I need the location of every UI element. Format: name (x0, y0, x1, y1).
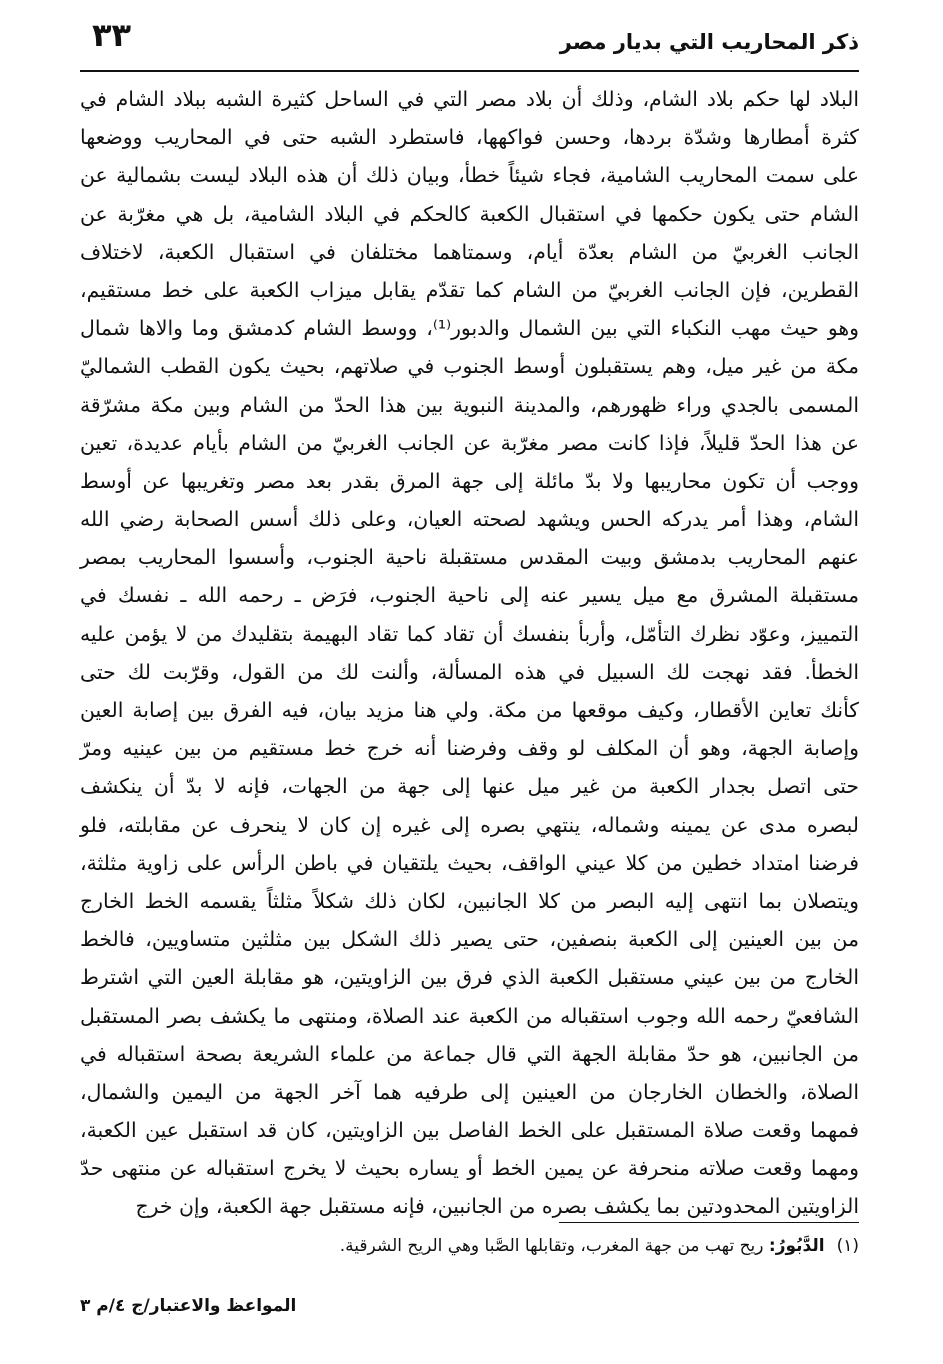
text-line: المسمى بالجدي وراء ظهورهم، والمدينة النبوية بين هذا الحدّ من الشام وبين مكة مشرّقة (80, 392, 859, 417)
text-line: الجانب الغربيّ من الشام بعدّة أيام، وسمتاهما مختلفان في استقبال الكعبة، لاختلاف (80, 239, 859, 264)
text-line: مكة من غير ميل، وهم يستقبلون أوسط الجنوب في صلاتهم، بحيث يكون القطب الشماليّ (80, 354, 859, 379)
text-line: عن هذا الحدّ قليلاً، فإذا كانت مصر مغرّبة عن الجانب الغربيّ من الشام بأيام عديدة، تعين (80, 430, 859, 455)
text-line: القطرين، فإن الجانب الغربيّ من الشام كما تقدّم يقابل ميزاب الكعبة على خط مستقيم، (80, 277, 859, 302)
book-signature: المواعظ والاعتبار/ج ٤/م ٣ (80, 1296, 297, 1316)
text-line: وإصابة الجهة، وهو أن المكلف لو وقف وفرضنا أنه خرج خط مستقيم من بين عينيه ومرّ (80, 736, 859, 761)
text-line: الخارج من بين عيني مستقبل الكعبة الذي فرق بين الزاويتين، هو مقابلة العين التي اشترط (80, 965, 859, 990)
text-line: الشافعيّ رحمه الله وجوب استقباله من الكعبة عند الصلاة، ومنتهى ما يكشف بصر المستقبل (80, 1003, 859, 1028)
text-line: الشام، وهذا أمر يدركه الحس ويشهد لصحته العيان، وعلى ذلك أسس الصحابة رضي الله (80, 507, 859, 532)
text-line: ويتصلان بما انتهى إليه البصر من كلا الجانبين، لكان ذلك شكلاً مثلثاً يقسمه الخط الخارج (80, 888, 859, 913)
text-line: الصلاة، والخطان الخارجان من العينين إلى طرفيه هما آخر الجهة من اليمين والشمال، (80, 1079, 859, 1104)
text-line: كثرة أمطارها وشدّة بردها، وحسن فواكهها، فاستطرد الشبه حتى في المحاريب ووضعها (80, 125, 859, 150)
footnote (80, 1233, 859, 1259)
footnote-rule (559, 1222, 859, 1223)
text-line: الشام حتى يكون حكمها في استقبال الكعبة كالحكم في البلاد الشامية، بل هي مغرّبة عن (80, 201, 859, 226)
footnote-term: الدَّبُورُ: (768, 1236, 825, 1256)
main-text (80, 80, 859, 1226)
text-line: فرضنا امتداد خطين من كلا عيني الواقف، بحيث يلتقيان في باطن الرأس على زاوية مثلثة، (80, 850, 859, 875)
text-line: عنهم المحاريب بدمشق وبيت المقدس مستقبلة ناحية الجنوب، وأسسوا المحاريب بمصر (80, 545, 859, 570)
text-line: التمييز، وعوّد نظرك التأمّل، وأربأ بنفسك أن تقاد كما تقاد البهيمة بتقليدك من لا يؤمن عليه (80, 621, 859, 646)
footnote-text: ريح تهب من جهة المغرب، وتقابلها الصَّبا وهي الريح الشرقية. (339, 1236, 764, 1256)
text-line: لبصره مدى عن يمينه وشماله، ينتهي بصره إلى غيره إن كان لا ينحرف عن مقابلته، فلو (80, 812, 859, 837)
page-number: ٣٣ (92, 16, 132, 54)
text-line: ووجب أن تكون محاريبها ولا بدّ مائلة إلى جهة المرق بقدر بعد مصر وتغريبها عن أوسط (80, 468, 859, 493)
running-title: ذكر المحاريب التي بديار مصر (559, 30, 859, 54)
text-line: من بين العينين إلى الكعبة بنصفين، حتى يصير ذلك الشكل بين مثلثين متساويين، فالخط (80, 927, 859, 952)
text-line: فمهما وقعت صلاة المستقبل على الخط الفاصل بين الزاويتين، كان قد استقبل عين الكعبة، (80, 1118, 859, 1143)
text-line: مستقبلة المشرق مع ميل يسير عنه إلى ناحية الجنوب، فرَض ـ رحمه الله ـ نفسك في (80, 583, 859, 608)
text-line: الزاويتين المحدودتين بما يكشف بصره من الجانبين، فإنه مستقبل جهة الكعبة، وإن خرج (135, 1194, 859, 1219)
text-line: البلاد لها حكم بلاد الشام، وذلك أن بلاد مصر التي في الساحل كثيرة الشبه ببلاد الشام في (80, 87, 859, 111)
text-line: الخطأ. فقد نهجت لك السبيل في هذه المسألة، وألنت لك من القول، وقرّبت لك حتى (80, 659, 859, 684)
text-line: وهو حيث مهب النكباء التي بين الشمال والدبور⁽¹⁾، ووسط الشام كدمشق وما والاها شمال (80, 316, 859, 341)
footnote-marker: (١) (836, 1236, 859, 1256)
text-line: حتى اتصل بجدار الكعبة من غير ميل عنها إلى جهة من الجهات، فإنه لا بدّ أن ينكشف (80, 774, 859, 799)
header-rule (80, 70, 859, 72)
text-line: من الجانبين، هو حدّ مقابلة الجهة التي قال جماعة من علماء الشريعة بصحة استقباله في (80, 1041, 859, 1066)
text-line: ومهما وقعت صلاته منحرفة عن يمين الخط أو يساره بحيث لا يخرج استقباله عن منتهى حدّ (80, 1156, 859, 1181)
text-line: كأنك تعاين الأقطار، وكيف موقعها من مكة. ولي هنا مزيد بيان، فيه الفرق بين إصابة العين (80, 698, 859, 722)
text-line: على سمت المحاريب الشامية، فجاء شيئاً خطأ، وبيان ذلك أن هذه البلاد ليست بشمالية عن (80, 163, 859, 188)
